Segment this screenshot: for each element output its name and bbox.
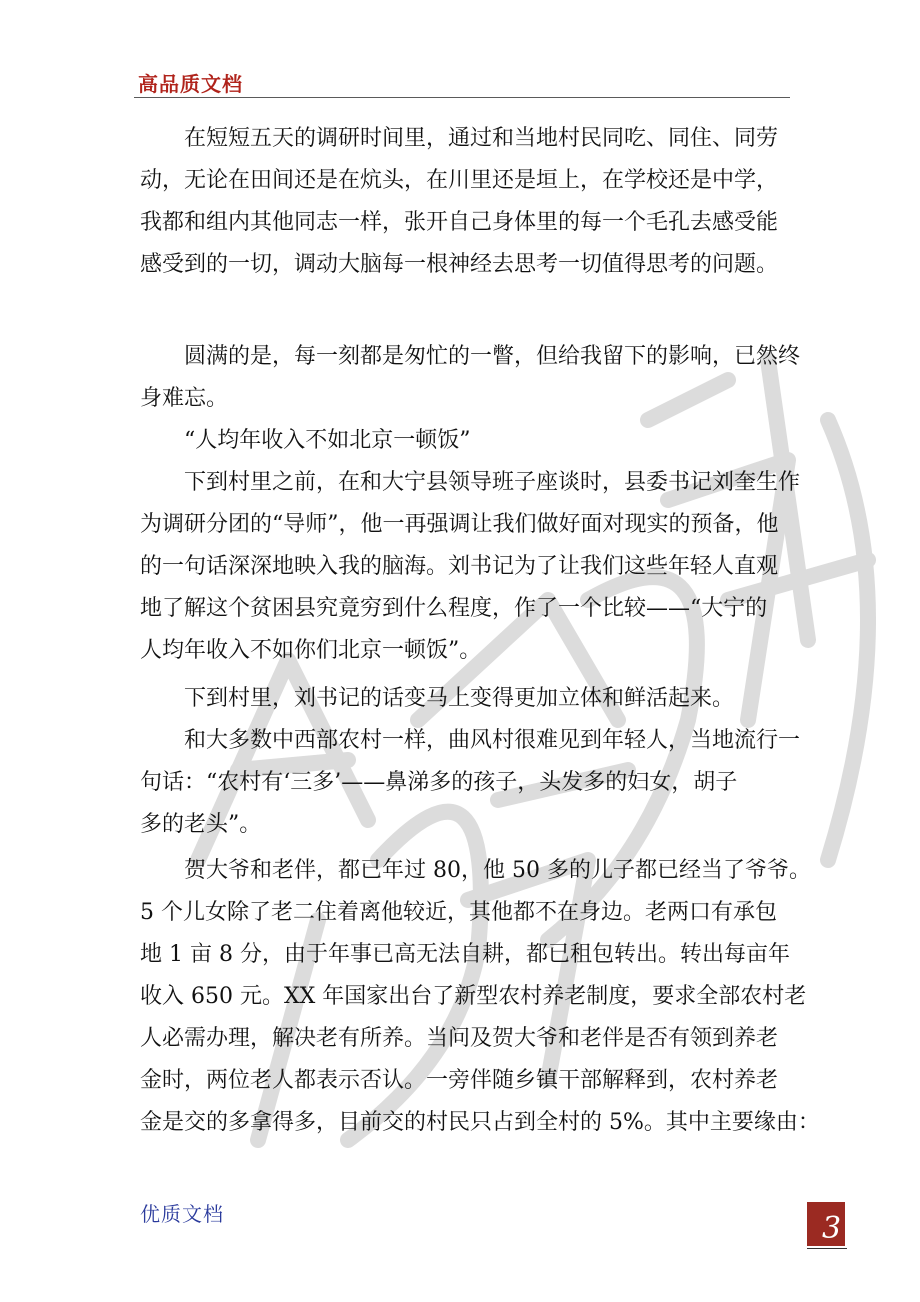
- paragraph: [140, 462, 800, 672]
- footer-title: 优质文档: [140, 1202, 224, 1226]
- paragraph: [140, 720, 800, 846]
- section-heading: [140, 420, 800, 462]
- text-line: 5 个儿女除了老二住着离他较近，其他都不在身边。老两口有承包: [140, 900, 777, 925]
- text-line: 下到村里，刘书记的话变马上变得更加立体和鲜活起来。: [184, 686, 735, 711]
- text-line: 地 1 亩 8 分，由于年事已高无法自耕，都已租包转出。转出每亩年: [140, 942, 790, 967]
- text-line: 金是交的多拿得多，目前交的村民只占到全村的 5%。其中主要缘由：: [140, 1110, 820, 1135]
- text-line: 为调研分团的“导师”，他一再强调让我们做好面对现实的预备，他: [140, 512, 779, 537]
- header-divider: [134, 97, 790, 98]
- text-line: 在短短五天的调研时间里，通过和当地村民同吃、同住、同劳: [184, 126, 779, 151]
- footer-divider: [807, 1248, 847, 1249]
- paragraph: [140, 678, 800, 720]
- text-line: “人均年收入不如北京一顿饭”: [184, 428, 471, 453]
- text-line: 收入 650 元。XX 年国家出台了新型农村养老制度，要求全部农村老: [140, 984, 807, 1009]
- paragraph: [140, 336, 800, 420]
- text-line: 多的老头”。: [140, 812, 262, 837]
- text-line: 下到村里之前，在和大宁县领导班子座谈时，县委书记刘奎生作: [184, 470, 801, 495]
- page-number: 3: [822, 1211, 842, 1246]
- text-line: 贺大爷和老伴，都已年过 80，他 50 多的儿子都已经当了爷爷。: [184, 858, 811, 883]
- text-line: 的一句话深深地映入我的脑海。刘书记为了让我们这些年轻人直观: [140, 554, 779, 579]
- text-line: 感受到的一切，调动大脑每一根神经去思考一切值得思考的问题。: [140, 252, 779, 277]
- text-line: 圆满的是，每一刻都是匆忙的一瞥，但给我留下的影响，已然终: [184, 344, 801, 369]
- text-line: 我都和组内其他同志一样，张开自己身体里的每一个毛孔去感受能: [140, 210, 779, 235]
- text-line: 地了解这个贫困县究竟穷到什么程度，作了一个比较——“大宁的: [140, 596, 768, 621]
- text-line: 人均年收入不如你们北京一顿饭”。: [140, 638, 482, 663]
- paragraph: [140, 850, 820, 1144]
- text-line: 人必需办理，解决老有所养。当问及贺大爷和老伴是否有领到养老: [140, 1026, 779, 1051]
- header-title: 高品质文档: [138, 72, 243, 96]
- text-line: 金时，两位老人都表示否认。一旁伴随乡镇干部解释到，农村养老: [140, 1068, 779, 1093]
- paragraph: [140, 118, 800, 286]
- text-line: 动，无论在田间还是在炕头，在川里还是垣上，在学校还是中学，: [140, 168, 779, 193]
- text-line: 句话：“农村有‘三多’——鼻涕多的孩子，头发多的妇女，胡子: [140, 770, 738, 795]
- text-line: 身难忘。: [140, 386, 229, 411]
- text-line: 和大多数中西部农村一样，曲风村很难见到年轻人，当地流行一: [184, 728, 801, 753]
